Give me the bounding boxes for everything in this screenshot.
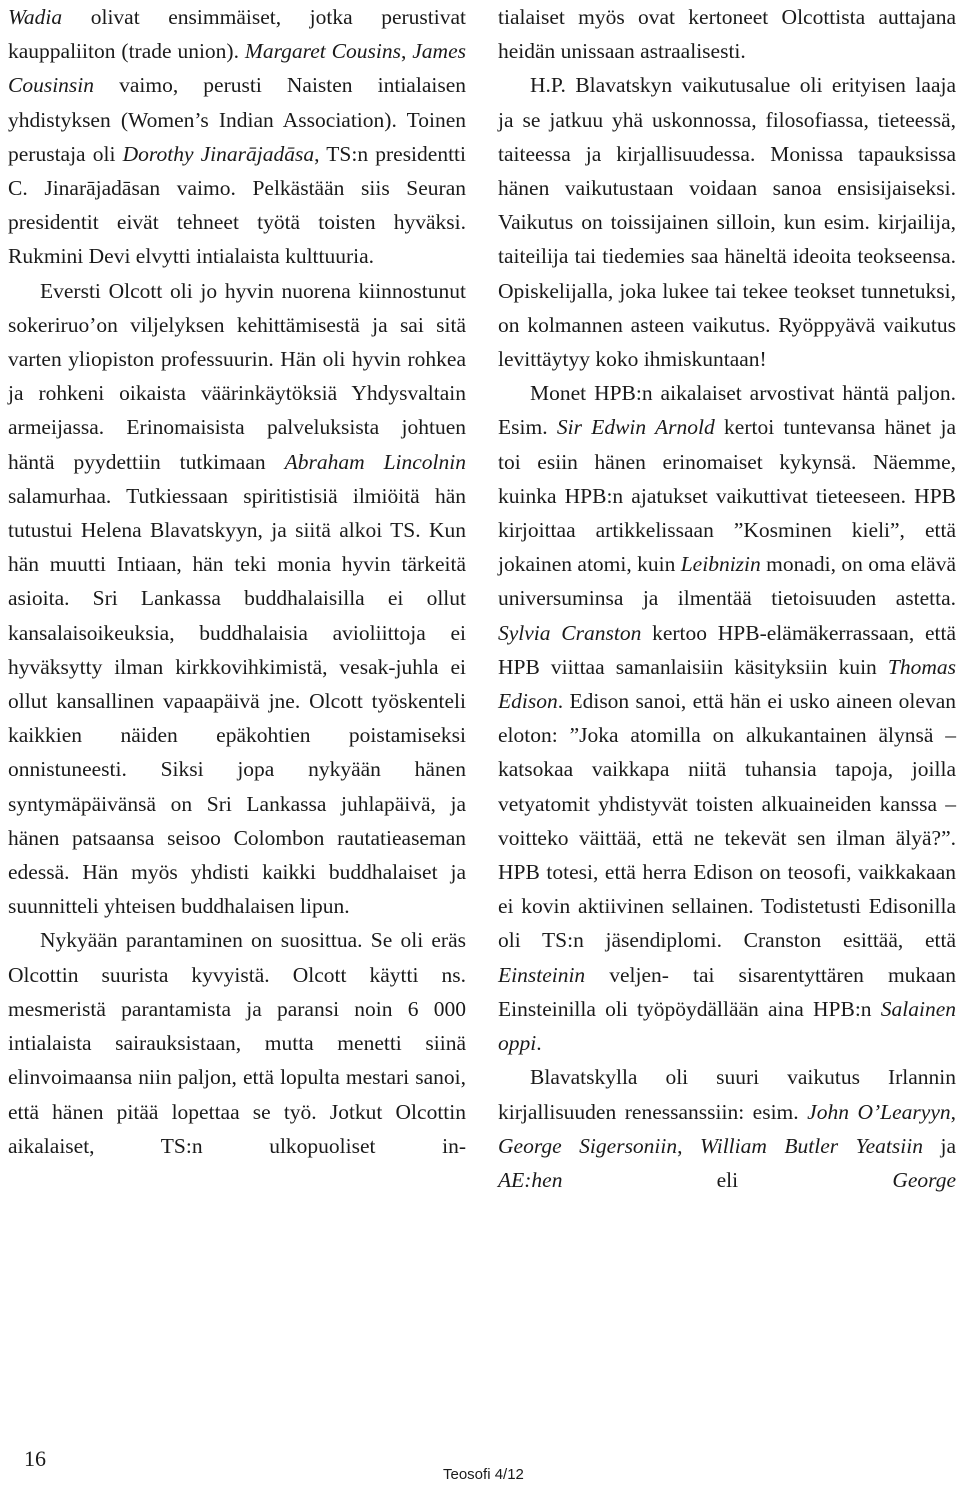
- italic-name: Leibnizin: [680, 552, 761, 577]
- italic-name: Margaret Cousins: [244, 39, 401, 64]
- paragraph: [498, 0, 956, 68]
- text-run: .: [536, 1031, 542, 1056]
- text-run: kertoi tuntevansa hänet ja toi esiin hänen erinomaiset kykynsä. Näemme, kuinka HPB:n ajatukset vaikuttivat tieteeseen. HPB kirjoittaa artikkelissaan ”Kosminen kieli”, että jokainen atomi, kuin: [498, 415, 957, 577]
- paragraph: [8, 923, 466, 1162]
- italic-name: George Sigersoniin: [498, 1133, 678, 1158]
- text-run: Blavatskylla oli suuri vaikutus Irlannin kirjallisuuden renessanssiin: esim.: [498, 1065, 956, 1124]
- right-column: [498, 0, 956, 1197]
- paragraph: [498, 376, 956, 1060]
- text-run: , TS:n presidentti C. Jinarājadāsan vaimo. Pelkästään siis Seuran presidentit eivät tehneet työtä toisten hyväksi. Rukmini Devi elvytti intialaista kulttuuria.: [8, 141, 466, 269]
- text-run: salamurhaa. Tutkiessaan spiritistisiä ilmiöitä hän tutustui Helena Blavatskyyn, ja siitä alkoi TS. Kun hän muutti Intiaan, hän teki monia hyvin tärkeitä asioita. Sri Lankassa buddhalaisilla ei ollut kansalaisoikeuksia, buddhalaisia avioliittoja ei hyväksytty ilman kirkkovihkimistä, vesak-juhla ei ollut kansallinen vapaapäivä jne. Olcott työskenteli kaikkien näiden epäkohtien poistamiseksi onnistuneesti. Siksi jopa nykyään hänen syntymäpäivänsä on Sri Lankassa juhlapäivä, ja hänen patsaansa seisoo Colombon rautatieaseman edessä. Hän myös yhdisti kaikki buddhalaiset ja suunnitteli yhteisen buddhalaisen lipun.: [8, 483, 466, 919]
- text-run: monadi, on oma elävä universuminsa ja ilmentää tietoisuuden astetta.: [498, 552, 956, 611]
- page-number: 16: [24, 1446, 46, 1471]
- left-column: [8, 0, 466, 1163]
- text-run: ,: [950, 1099, 956, 1124]
- text-run: Monet HPB:n aikalaiset arvostivat häntä paljon. Esim.: [498, 381, 956, 440]
- italic-name: AE:hen: [498, 1167, 563, 1192]
- italic-name: Einsteinin: [498, 962, 586, 987]
- text-run: . Edison sanoi, että hän ei usko aineen olevan eloton: ”Joka atomilla on alkukantainen älynsä – katsokaa vaikkapa niitä tuhansia tapoja, joilla vetyatomit yhdistyvät toisten alkuaineiden kanssa – voitteko väittää, että ne tekevät sen ilman älyä?”. HPB totesi, että herra Edison on teosofi, vaikkakaan ei kovin aktiivinen sellainen. Todistetusti Edisonilla oli TS:n jäsendiplomi. Cranston esittää, että: [498, 689, 956, 953]
- text-run: kertoo HPB-elämäkerrassaan, että HPB viittaa samanlaisiin käsityksiin kuin: [498, 620, 956, 679]
- italic-name: John O’Learyyn: [807, 1099, 951, 1124]
- paragraph: [498, 1060, 956, 1197]
- italic-name: George: [892, 1167, 956, 1192]
- text-run: veljen- tai sisarentyttären mukaan Einsteinilla oli työpöydällään aina HPB:n: [498, 962, 956, 1021]
- paragraph: [498, 68, 956, 376]
- footer-publication: Teosofi 4/12: [443, 1466, 524, 1483]
- text-run: olivat ensimmäiset, jotka perustivat kauppaliiton (trade union).: [8, 5, 466, 64]
- text-run: ,: [677, 1133, 701, 1158]
- italic-name: Sir Edwin Arnold: [556, 415, 715, 440]
- text-run: Nykyään parantaminen on suosittua. Se oli eräs Olcottin suurista kyvyistä. Olcott käytti ns. mesmeristä parantamista ja paransi noin 6 000 intialaista sairauksistaan, mutta menetti siinä elinvoimaansa niin paljon, että lopulta mestari sanoi, että hänen pitää lopettaa se työ. Jotkut Olcottin aikalaiset, TS:n ulkopuoliset in-: [8, 928, 466, 1158]
- italic-name: Dorothy Jinarājadāsa: [122, 141, 315, 166]
- paragraph: [8, 0, 466, 274]
- italic-name: Wadia: [8, 5, 63, 29]
- text-run: H.P. Blavatskyn vaikutusalue oli erityisen laaja ja se jatkuu yhä uskonnossa, filosofiassa, tieteessä, taiteessa ja kirjallisuudessa. Monissa tapauksissa hänen vaikutustaan voidaan sanoa ensisijaiseksi. Vaikutus on toissijainen silloin, kun esim. kirjailija, taiteilija tai tiedemies saa häneltä ideoita teokseensa. Opiskelijalla, joka lukee tai tekee teokset tunnetuksi, on kolmannen asteen vaikutus. Ryöppyävä vaikutus levittäytyy koko ihmiskuntaan!: [498, 73, 956, 372]
- paragraph: [8, 274, 466, 924]
- italic-name: Sylvia Cranston: [498, 620, 642, 645]
- italic-name: William Butler Yeatsiin: [700, 1133, 923, 1158]
- italic-name: Abraham Lincolnin: [284, 449, 466, 474]
- italic-name: Thomas Edison: [498, 654, 956, 714]
- text-run: Eversti Olcott oli jo hyvin nuorena kiinnostunut sokeriruo’on viljelyksen kehittämisestä ja sai sitä varten yliopiston professuurin. Hän oli hyvin rohkea ja rohkeni oikaista väärinkäytöksiä Yhdysvaltain armeijassa. Erinomaisista palveluksista johtuen häntä pyydettiin tutkimaan: [8, 278, 466, 474]
- text-run: vaimo, perusti Naisten intialaisen yhdistyksen (Women’s Indian Association). Toinen perustaja oli: [8, 73, 466, 166]
- text-run: ,: [400, 39, 413, 64]
- italic-name: Salainen oppi: [498, 996, 956, 1056]
- italic-name: James Cousinsin: [8, 39, 466, 98]
- text-run: tialaiset myös ovat kertoneet Olcottista auttajana heidän unissaan astraalisesti.: [498, 5, 956, 64]
- text-run: ja: [922, 1133, 956, 1158]
- text-run: eli: [562, 1167, 893, 1192]
